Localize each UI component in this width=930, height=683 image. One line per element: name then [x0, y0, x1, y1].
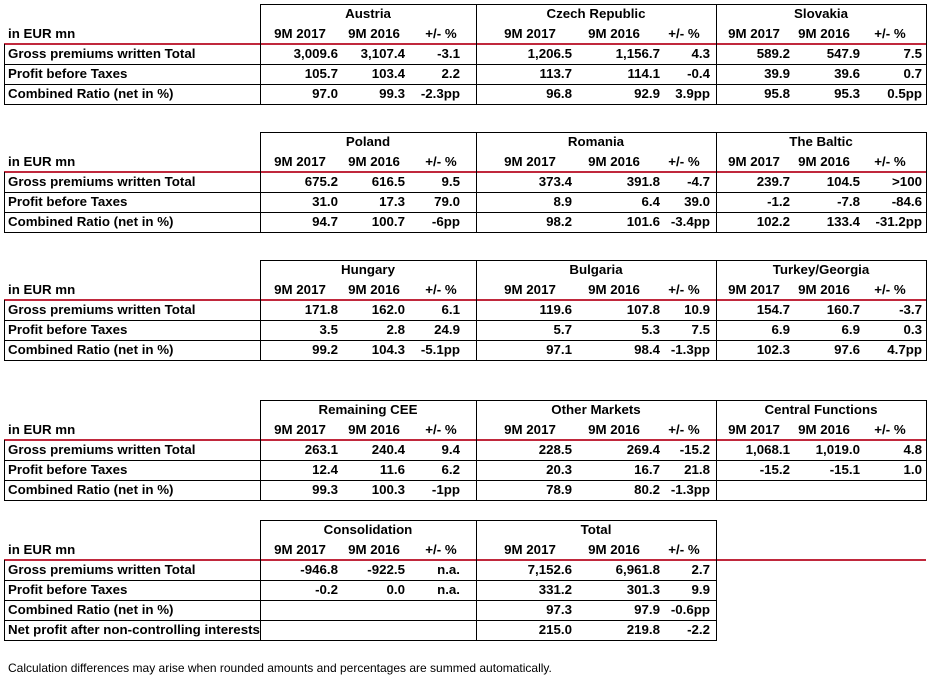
profit-before-taxes-row	[4, 320, 926, 340]
column-header-row	[4, 540, 926, 560]
column-header-change: +/- %	[425, 282, 457, 297]
combined-ratio-row	[4, 480, 926, 500]
unit-label: in EUR mn	[8, 422, 76, 437]
row-label: Net profit after non-controlling interests	[8, 622, 260, 637]
row-divider	[4, 480, 926, 481]
value-current: 171.8	[304, 302, 338, 317]
top-border	[260, 400, 926, 401]
unit-label: in EUR mn	[8, 154, 76, 169]
value-change: 9.9	[691, 582, 710, 597]
profit-before-taxes-row	[4, 64, 926, 84]
value-prior: 219.8	[626, 622, 660, 637]
column-header-current: 9M 2017	[274, 422, 326, 437]
column-header-prior: 9M 2016	[798, 154, 850, 169]
profit-before-taxes-row	[4, 460, 926, 480]
value-prior: 547.9	[826, 46, 860, 61]
column-header-change: +/- %	[668, 542, 700, 557]
region-name: The Baltic	[789, 134, 853, 149]
bottom-border	[4, 640, 716, 641]
column-header-prior: 9M 2016	[348, 26, 400, 41]
value-prior: 95.3	[834, 86, 860, 101]
column-header-change: +/- %	[668, 154, 700, 169]
column-header-current: 9M 2017	[274, 282, 326, 297]
value-current: -946.8	[300, 562, 338, 577]
value-current: -0.2	[315, 582, 338, 597]
value-current: 239.7	[756, 174, 790, 189]
value-prior: 97.9	[634, 602, 660, 617]
column-header-prior: 9M 2016	[588, 26, 640, 41]
value-change: -1.3pp	[670, 342, 710, 357]
column-header-change: +/- %	[668, 422, 700, 437]
column-header-row	[4, 280, 926, 300]
value-current: 20.3	[546, 462, 572, 477]
column-header-prior: 9M 2016	[348, 542, 400, 557]
row-label: Profit before Taxes	[8, 582, 128, 597]
value-change	[380, 600, 460, 620]
value-change: 6.2	[441, 462, 460, 477]
value-change: n.a.	[437, 562, 460, 577]
value-change: -6pp	[431, 214, 460, 229]
value-prior: 240.4	[371, 442, 405, 457]
combined-ratio-row	[4, 340, 926, 360]
value-prior: 80.2	[634, 482, 660, 497]
value-current: 102.2	[756, 214, 790, 229]
value-prior: 269.4	[626, 442, 660, 457]
value-change: 4.8	[903, 442, 922, 457]
row-divider	[4, 460, 926, 461]
header-rule	[4, 171, 926, 173]
column-header-change: +/- %	[668, 26, 700, 41]
value-current: 3.5	[319, 322, 338, 337]
row-label: Combined Ratio (net in %)	[8, 342, 174, 357]
value-current: 99.3	[312, 482, 338, 497]
value-prior: 17.3	[379, 194, 405, 209]
column-header-prior: 9M 2016	[348, 282, 400, 297]
value-current: 373.4	[538, 174, 572, 189]
left-border	[4, 560, 5, 641]
value-prior: 6,961.8	[615, 562, 660, 577]
value-prior: 103.4	[371, 66, 405, 81]
value-current: 97.1	[546, 342, 572, 357]
value-current: 1,206.5	[527, 46, 572, 61]
value-change: 39.0	[684, 194, 710, 209]
header-rule	[4, 559, 926, 561]
row-divider	[4, 212, 926, 213]
profit-before-taxes-row	[4, 192, 926, 212]
value-current: 96.8	[546, 86, 572, 101]
row-divider	[4, 320, 926, 321]
value-current: 7,152.6	[527, 562, 572, 577]
column-divider	[260, 520, 261, 641]
value-change: 7.5	[691, 322, 710, 337]
left-border	[4, 440, 5, 501]
row-divider	[4, 192, 926, 193]
value-current: 589.2	[756, 46, 790, 61]
value-current: -15.2	[759, 462, 790, 477]
value-prior: 3,107.4	[360, 46, 405, 61]
value-change: 6.1	[441, 302, 460, 317]
column-header-change: +/- %	[668, 282, 700, 297]
value-prior: -922.5	[367, 562, 405, 577]
column-divider	[260, 400, 261, 501]
table-block	[4, 4, 926, 104]
column-divider	[716, 520, 717, 641]
column-header-row	[4, 24, 926, 44]
region-name: Bulgaria	[569, 262, 623, 277]
column-header-change: +/- %	[874, 26, 906, 41]
left-border	[4, 300, 5, 361]
gross-premiums-row	[4, 560, 926, 580]
value-prior: 160.7	[826, 302, 860, 317]
value-current: 215.0	[538, 622, 572, 637]
column-header-prior: 9M 2016	[588, 542, 640, 557]
value-current: 12.4	[312, 462, 338, 477]
value-current: 5.7	[553, 322, 572, 337]
column-divider	[476, 400, 477, 501]
value-prior: 98.4	[634, 342, 660, 357]
value-current: 6.9	[771, 322, 790, 337]
header-rule	[4, 439, 926, 441]
value-change: 21.8	[684, 462, 710, 477]
net-profit-row	[4, 620, 926, 640]
value-change: 4.3	[691, 46, 710, 61]
left-border	[4, 44, 5, 105]
region-header-row	[4, 132, 926, 152]
value-change: -84.6	[891, 194, 922, 209]
gross-premiums-row	[4, 172, 926, 192]
column-header-current: 9M 2017	[504, 422, 556, 437]
row-label: Gross premiums written Total	[8, 46, 196, 61]
value-current: 119.6	[539, 302, 572, 317]
value-change: -31.2pp	[875, 214, 922, 229]
left-border	[4, 172, 5, 233]
column-divider	[716, 4, 717, 105]
top-border	[260, 132, 926, 133]
value-change: -2.2	[687, 622, 710, 637]
column-divider	[926, 4, 927, 105]
value-prior: 104.3	[371, 342, 405, 357]
value-prior: 16.7	[634, 462, 660, 477]
value-prior: 100.3	[371, 482, 405, 497]
region-name: Total	[580, 522, 612, 537]
value-change: 9.5	[441, 174, 460, 189]
value-current	[710, 480, 790, 500]
region-name: Remaining CEE	[318, 402, 418, 417]
region-name: Slovakia	[794, 6, 848, 21]
value-current: 98.2	[546, 214, 572, 229]
value-prior: 133.4	[826, 214, 860, 229]
value-change: 9.4	[441, 442, 460, 457]
value-prior: -15.1	[829, 462, 860, 477]
profit-before-taxes-row	[4, 580, 926, 600]
column-header-current: 9M 2017	[274, 26, 326, 41]
top-border	[260, 260, 926, 261]
row-divider	[4, 84, 926, 85]
value-prior: 101.6	[626, 214, 660, 229]
header-rule	[4, 43, 926, 45]
column-header-change: +/- %	[874, 422, 906, 437]
unit-label: in EUR mn	[8, 26, 76, 41]
value-change: -15.2	[679, 442, 710, 457]
column-header-prior: 9M 2016	[798, 26, 850, 41]
value-prior: 2.8	[386, 322, 405, 337]
value-current: 331.2	[538, 582, 572, 597]
column-header-change: +/- %	[425, 422, 457, 437]
table-block	[4, 400, 926, 500]
value-change: -3.1	[437, 46, 460, 61]
column-divider	[716, 260, 717, 361]
value-change: >100	[892, 174, 922, 189]
gross-premiums-row	[4, 440, 926, 460]
value-prior: 0.0	[386, 582, 405, 597]
row-label: Profit before Taxes	[8, 322, 128, 337]
top-border	[260, 4, 926, 5]
column-header-current: 9M 2017	[728, 26, 780, 41]
column-header-prior: 9M 2016	[588, 282, 640, 297]
value-current: 263.1	[304, 442, 338, 457]
value-prior: 391.8	[626, 174, 660, 189]
region-name: Czech Republic	[546, 6, 646, 21]
top-border	[260, 520, 716, 521]
value-change: 24.9	[434, 322, 460, 337]
value-change: 2.2	[441, 66, 460, 81]
column-header-prior: 9M 2016	[588, 422, 640, 437]
value-prior: -7.8	[837, 194, 860, 209]
footnote: Calculation differences may arise when rounded amounts and percentages are summed automatically.	[8, 661, 552, 675]
value-prior: 1,156.7	[615, 46, 660, 61]
row-label: Gross premiums written Total	[8, 442, 196, 457]
column-header-row	[4, 420, 926, 440]
row-label: Gross premiums written Total	[8, 562, 196, 577]
region-header-row	[4, 400, 926, 420]
value-prior: 301.3	[626, 582, 660, 597]
row-divider	[4, 620, 716, 621]
value-change: -0.4	[687, 66, 710, 81]
value-prior: 107.8	[626, 302, 660, 317]
row-divider	[4, 580, 716, 581]
table-block	[4, 520, 926, 640]
unit-label: in EUR mn	[8, 282, 76, 297]
value-current: 113.7	[539, 66, 572, 81]
column-header-current: 9M 2017	[504, 282, 556, 297]
value-change: 2.7	[691, 562, 710, 577]
region-name: Austria	[345, 6, 391, 21]
bottom-border	[4, 232, 926, 233]
value-current: 8.9	[553, 194, 572, 209]
row-divider	[4, 340, 926, 341]
value-change: -3.7	[899, 302, 922, 317]
column-divider	[476, 132, 477, 233]
value-change: 0.3	[903, 322, 922, 337]
bottom-border	[4, 104, 926, 105]
column-divider	[476, 520, 477, 641]
value-change: -1.3pp	[670, 482, 710, 497]
value-change: 0.7	[903, 66, 922, 81]
value-prior: 97.6	[834, 342, 860, 357]
column-divider	[716, 400, 717, 501]
column-divider	[476, 4, 477, 105]
column-header-current: 9M 2017	[504, 542, 556, 557]
value-prior: 11.6	[379, 462, 405, 477]
value-current: 105.7	[304, 66, 338, 81]
value-prior: 100.7	[371, 214, 405, 229]
column-header-change: +/- %	[425, 154, 457, 169]
column-header-prior: 9M 2016	[798, 422, 850, 437]
combined-ratio-row	[4, 212, 926, 232]
column-header-prior: 9M 2016	[348, 422, 400, 437]
row-label: Combined Ratio (net in %)	[8, 602, 174, 617]
region-name: Other Markets	[551, 402, 641, 417]
value-change: 4.7pp	[887, 342, 922, 357]
combined-ratio-row	[4, 84, 926, 104]
column-divider	[260, 132, 261, 233]
header-rule	[4, 299, 926, 301]
value-current: 154.7	[756, 302, 790, 317]
value-change: 0.5pp	[887, 86, 922, 101]
value-current: 99.2	[312, 342, 338, 357]
value-change: -4.7	[687, 174, 710, 189]
value-current: 102.3	[756, 342, 790, 357]
column-divider	[716, 132, 717, 233]
value-prior: 616.5	[371, 174, 405, 189]
column-header-prior: 9M 2016	[798, 282, 850, 297]
value-prior: 39.6	[834, 66, 860, 81]
column-divider	[926, 400, 927, 501]
column-header-change: +/- %	[425, 542, 457, 557]
table-block	[4, 260, 926, 360]
value-current: 78.9	[546, 482, 572, 497]
column-divider	[476, 260, 477, 361]
column-header-current: 9M 2017	[728, 282, 780, 297]
column-header-change: +/- %	[425, 26, 457, 41]
row-divider	[4, 600, 716, 601]
column-header-current: 9M 2017	[728, 154, 780, 169]
row-label: Combined Ratio (net in %)	[8, 86, 174, 101]
value-change: 79.0	[434, 194, 460, 209]
value-prior: 5.3	[641, 322, 660, 337]
region-name: Consolidation	[323, 522, 413, 537]
region-header-row	[4, 520, 926, 540]
column-divider	[260, 4, 261, 105]
value-current: 31.0	[312, 194, 338, 209]
column-header-current: 9M 2017	[274, 154, 326, 169]
value-change: -5.1pp	[420, 342, 460, 357]
column-header-current: 9M 2017	[274, 542, 326, 557]
row-label: Gross premiums written Total	[8, 302, 196, 317]
value-current: 675.2	[304, 174, 338, 189]
row-label: Gross premiums written Total	[8, 174, 196, 189]
column-header-current: 9M 2017	[728, 422, 780, 437]
value-current: 228.5	[538, 442, 572, 457]
value-prior: 99.3	[379, 86, 405, 101]
region-name: Poland	[345, 134, 391, 149]
table-block	[4, 132, 926, 232]
row-label: Combined Ratio (net in %)	[8, 482, 174, 497]
bottom-border	[4, 500, 926, 501]
value-current: 1,068.1	[745, 442, 790, 457]
value-change	[380, 620, 460, 640]
row-label: Profit before Taxes	[8, 462, 128, 477]
column-header-prior: 9M 2016	[588, 154, 640, 169]
region-header-row	[4, 4, 926, 24]
value-current: 97.0	[312, 86, 338, 101]
value-change: 1.0	[903, 462, 922, 477]
row-divider	[4, 64, 926, 65]
value-prior: 114.1	[627, 66, 660, 81]
column-header-change: +/- %	[874, 282, 906, 297]
region-name: Turkey/Georgia	[772, 262, 870, 277]
gross-premiums-row	[4, 300, 926, 320]
value-change: 7.5	[903, 46, 922, 61]
value-current: -1.2	[767, 194, 790, 209]
value-prior: 6.4	[641, 194, 660, 209]
value-current: 97.3	[546, 602, 572, 617]
bottom-border	[4, 360, 926, 361]
row-label: Profit before Taxes	[8, 66, 128, 81]
region-header-row	[4, 260, 926, 280]
region-name: Central Functions	[764, 402, 878, 417]
column-divider	[926, 260, 927, 361]
region-name: Romania	[567, 134, 625, 149]
column-header-current: 9M 2017	[504, 154, 556, 169]
value-current: 3,009.6	[293, 46, 338, 61]
value-prior: 1,019.0	[815, 442, 860, 457]
value-change: -0.6pp	[670, 602, 710, 617]
value-change: -3.4pp	[670, 214, 710, 229]
value-current: 95.8	[764, 86, 790, 101]
value-change: -1pp	[431, 482, 460, 497]
column-header-prior: 9M 2016	[348, 154, 400, 169]
combined-ratio-row	[4, 600, 926, 620]
value-change: -2.3pp	[420, 86, 460, 101]
gross-premiums-row	[4, 44, 926, 64]
column-header-change: +/- %	[874, 154, 906, 169]
value-change	[842, 480, 922, 500]
value-current: 39.9	[764, 66, 790, 81]
column-divider	[926, 132, 927, 233]
value-change: n.a.	[437, 582, 460, 597]
value-change: 10.9	[684, 302, 710, 317]
value-prior: 104.5	[826, 174, 860, 189]
unit-label: in EUR mn	[8, 542, 76, 557]
row-label: Profit before Taxes	[8, 194, 128, 209]
column-divider	[260, 260, 261, 361]
column-header-row	[4, 152, 926, 172]
value-prior: 92.9	[634, 86, 660, 101]
row-label: Combined Ratio (net in %)	[8, 214, 174, 229]
value-current: 94.7	[312, 214, 338, 229]
column-header-current: 9M 2017	[504, 26, 556, 41]
value-prior: 162.0	[371, 302, 405, 317]
region-name: Hungary	[341, 262, 395, 277]
value-change: 3.9pp	[675, 86, 710, 101]
value-prior: 6.9	[841, 322, 860, 337]
